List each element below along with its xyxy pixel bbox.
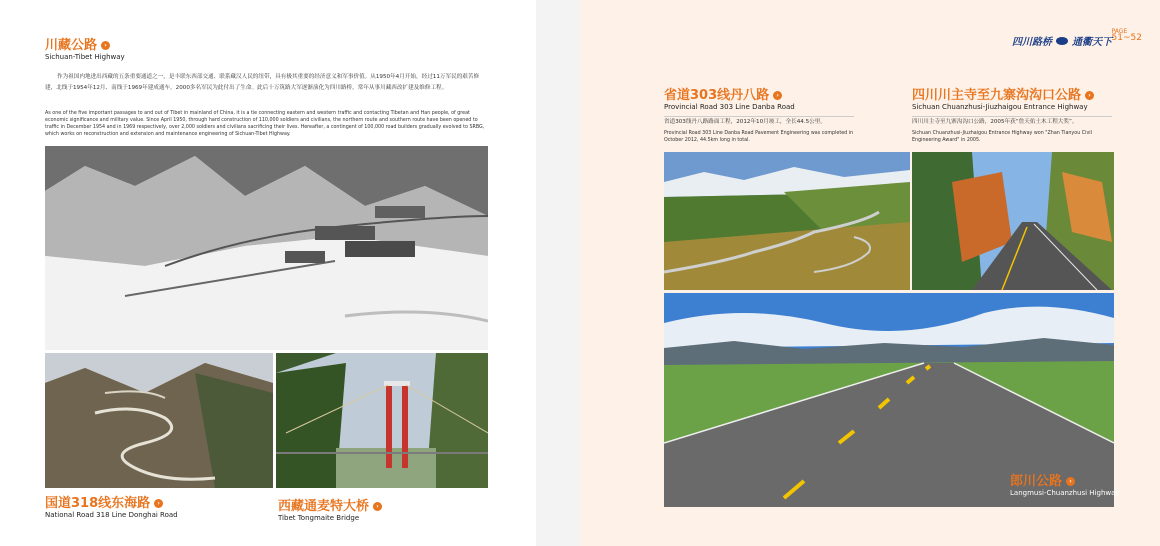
bullet-icon: › [773,91,782,100]
caption-318-subtitle: National Road 318 Line Donghai Road [45,511,178,519]
section-title-block [45,38,125,62]
section-body-en: As one of the five important passages to and out of Tibet in mainland of China, it is a tie connecting eastern and western traffic and contacting Tibetan and Han people, of great economic significance and military value. Since April 1950, through hard construction of 110,000 soldiers and civilians, the northern route and southern route have been opened to traffic in December 1954 and in 1969 respectively, over 2,000 soldiers and civilians sacrificing their lives. Hereafter, a contingent of 100,000 road builders gradually evolved to SRBG, which works on reconstruction and extension and maintenance engineering of Sichuan-Tibet Highway. [45,111,485,137]
danba-block [664,88,854,144]
langmusi-title: 郎川公路 › [1010,474,1120,489]
danba-body-en: Provincial Road 303 Line Danba Road Pavement Engineering was completed in October 2012, 44.5km long in total. [664,131,854,143]
page-label: PAGE [1111,28,1128,35]
section-body-cn: 作为祖国内地进出西藏的五条重要通道之一，是丰联东西部交通、联系藏汉人民的纽带，具有极其重要的经济意义和军事价值。从1950年4月开始，经过11万军民的艰苦修建，北线于1954年12月、南线于1969年建成通车，2000多名军民为此付出了生命。此后十万筑路大军逐渐演化为四川路桥，常年从事川藏西改扩建及维修工程。 [45,74,480,91]
jiuzhaigou-block [912,88,1112,144]
caption-bridge [278,499,382,523]
page-range: 51~52 [1111,33,1142,43]
page-header [1012,33,1112,48]
bullet-icon: › [101,41,110,50]
jiuzhaigou-subtitle: Sichuan Chuanzhusi-Jiuzhaigou Entrance Highway [912,103,1088,111]
page-gutter [536,0,580,546]
danba-body-cn: 省道303线丹八路路面工程，2012年10月竣工，全长44.5公里。 [664,119,826,125]
caption-318 [45,496,178,520]
caption-bridge-title: 西藏通麦特大桥 › [278,499,382,514]
caption-318-title: 国道318线东海路 › [45,496,178,511]
danba-road-photo [664,152,910,290]
danba-title: 省道303线丹八路 › [664,88,854,103]
historic-construction-photo [45,146,488,350]
jiuzhaigou-body-en: Sichuan Chuanzhusi-Jiuzhaigou Entrance Highway won "Zhan Tianyou Civil Engineering Award" in 2005. [912,131,1092,143]
bullet-icon: › [1085,91,1094,100]
bullet-icon: › [373,502,382,511]
road-318-photo [45,353,273,488]
left-page [0,0,536,546]
section-subtitle: Sichuan-Tibet Highway [45,53,125,61]
header-text-a: 四川路桥 [1012,37,1052,48]
jiuzhaigou-title: 四川川主寺至九寨沟沟口公路 › [912,88,1112,103]
section-title: 川藏公路 › [45,38,125,53]
bullet-icon: › [154,499,163,508]
right-page [580,0,1160,546]
jiuzhaigou-body-cn: 四川川主寺至九寨沟沟口公路，2005年获“詹天佑土木工程大奖”。 [912,119,1078,125]
langmusi-caption [1010,474,1120,498]
caption-bridge-subtitle: Tibet Tongmaite Bridge [278,514,360,522]
jiuzhaigou-road-photo [912,152,1114,290]
langmusi-subtitle: Langmusi-Chuanzhusi Highway [1010,489,1120,497]
header-text-b: 通衢天下 [1072,37,1112,48]
company-logo-icon [1056,37,1068,45]
bullet-icon: › [1066,477,1075,486]
page-number [1112,28,1142,42]
tongmaite-bridge-photo [276,353,488,488]
danba-subtitle: Provincial Road 303 Line Danba Road [664,103,795,111]
